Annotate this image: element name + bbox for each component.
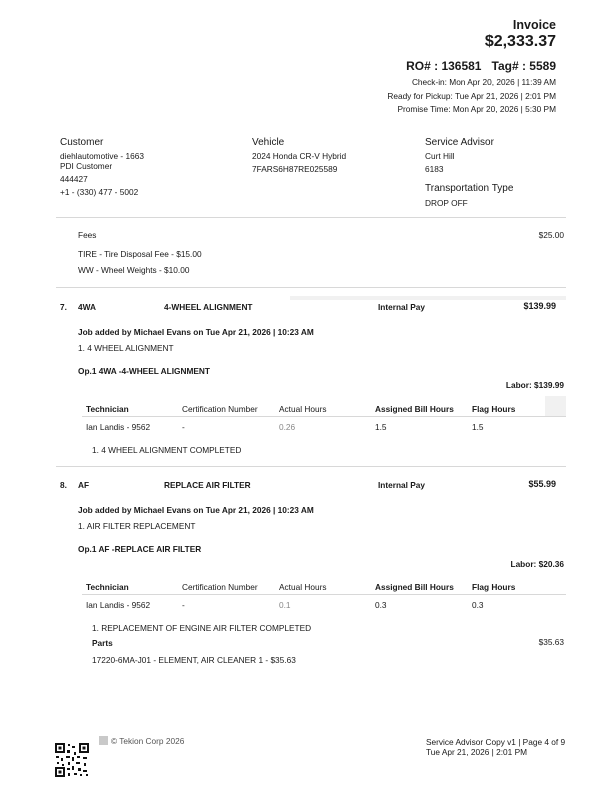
cell-flag-hours: 1.5 [472,422,484,432]
customer-line3: 444427 [60,174,88,184]
vehicle-heading: Vehicle [252,137,285,148]
parts-heading: Parts [92,638,113,648]
job-concern: 1. 4 WHEEL ALIGNMENT [78,343,174,353]
vehicle-model: 2024 Honda CR-V Hybrid [252,151,347,161]
cell-certification: - [182,422,185,432]
parts-total: $35.63 [538,637,564,647]
customer-heading: Customer [60,137,104,148]
job-name: 4-WHEEL ALIGNMENT [164,302,253,312]
cell-technician: Ian Landis - 9562 [86,422,151,432]
col-technician: Technician [86,404,129,414]
job-pay-type: Internal Pay [378,302,426,312]
vehicle-vin: 7FARS6H87RE025589 [252,164,338,174]
customer-phone: +1 - (330) 477 - 5002 [60,187,139,197]
job-operation: Op.1 AF -REPLACE AIR FILTER [78,544,202,554]
copyright: © Tekion Corp 2026 [111,736,185,746]
copy-info: Service Advisor Copy v1 | Page 4 of 9 [426,737,566,747]
fees-total: $25.00 [538,230,564,240]
labor-total: Labor: $20.36 [510,559,564,569]
job-code: AF [78,480,90,490]
job-amount: $139.99 [523,301,556,311]
cell-bill-hours: 1.5 [375,422,387,432]
cell-certification: - [182,600,185,610]
job-pay-type: Internal Pay [378,480,426,490]
job-amount: $55.99 [528,479,556,489]
ro-tag-line [406,59,556,73]
col-bill-hours: Assigned Bill Hours [375,582,454,592]
job-added-by: Job added by Michael Evans on Tue Apr 21, 2026 | 10:23 AM [78,327,314,337]
job-operation: Op.1 4WA -4-WHEEL ALIGNMENT [78,366,210,376]
cell-actual-hours: 0.1 [279,600,291,610]
transport-value: DROP OFF [425,198,468,208]
job-number: 7. [60,302,67,312]
cell-flag-hours: 0.3 [472,600,484,610]
cell-technician: Ian Landis - 9562 [86,600,151,610]
job-name: REPLACE AIR FILTER [164,480,251,490]
tag-label: Tag# : [491,59,526,73]
customer-line2: PDI Customer [60,161,113,171]
labor-total: Labor: $139.99 [505,380,564,390]
ro-number: 136581 [441,59,482,73]
promise-time: Promise Time: Mon Apr 20, 2026 | 5:30 PM [397,104,556,114]
fee-item: TIRE - Tire Disposal Fee - $15.00 [78,249,202,259]
ro-label: RO# : [406,59,439,73]
job-note: 1. REPLACEMENT OF ENGINE AIR FILTER COMPLETED [92,623,312,633]
tekion-logo-icon [99,736,108,745]
col-technician: Technician [86,582,129,592]
cell-bill-hours: 0.3 [375,600,387,610]
cell-actual-hours: 0.26 [279,422,296,432]
advisor-name: Curt Hill [425,151,455,161]
job-added-by: Job added by Michael Evans on Tue Apr 21, 2026 | 10:23 AM [78,505,314,515]
printed-time: Tue Apr 21, 2026 | 2:01 PM [426,747,528,757]
document-type: Invoice [512,18,556,32]
fee-item: WW - Wheel Weights - $10.00 [78,265,190,275]
col-actual-hours: Actual Hours [279,582,327,592]
col-flag-hours: Flag Hours [472,404,516,414]
invoice-total: $2,333.37 [484,33,556,50]
fees-heading: Fees [78,230,97,240]
part-line: 17220-6MA-J01 - ELEMENT, AIR CLEANER 1 - $35.63 [92,655,296,665]
job-note: 1. 4 WHEEL ALIGNMENT COMPLETED [92,445,242,455]
col-actual-hours: Actual Hours [279,404,327,414]
ready-time: Ready for Pickup: Tue Apr 21, 2026 | 2:01 PM [387,91,556,101]
col-certification: Certification Number [182,404,258,414]
advisor-id: 6183 [425,164,444,174]
qr-code-icon [54,742,90,778]
advisor-heading: Service Advisor [425,137,494,148]
col-bill-hours: Assigned Bill Hours [375,404,454,414]
job-code: 4WA [78,302,96,312]
job-number: 8. [60,480,67,490]
checkin-time: Check-in: Mon Apr 20, 2026 | 11:39 AM [411,77,556,87]
col-certification: Certification Number [182,582,258,592]
tag-number: 5589 [529,59,556,73]
customer-line1: diehlautomotive - 1663 [60,151,144,161]
job-concern: 1. AIR FILTER REPLACEMENT [78,521,196,531]
col-flag-hours: Flag Hours [472,582,516,592]
transport-heading: Transportation Type [425,183,514,194]
